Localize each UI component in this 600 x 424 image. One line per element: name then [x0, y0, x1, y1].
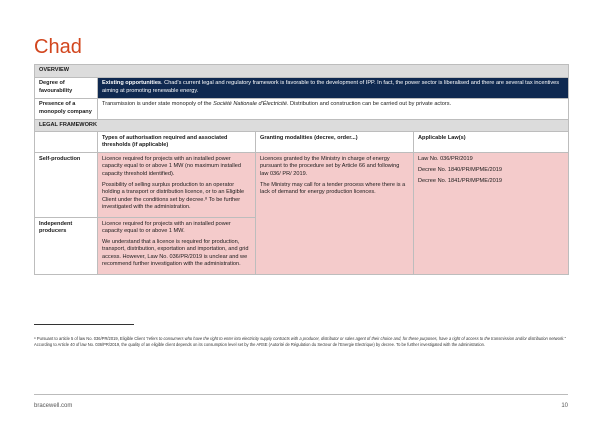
applicable-laws	[414, 153, 569, 275]
overview-section-label: OVERVIEW	[35, 65, 569, 78]
granting-modalities	[256, 153, 414, 275]
legal-section-label: LEGAL FRAMEWORK	[35, 119, 569, 132]
law-item: Decree No. 1841/PR/MPME/2019	[418, 177, 502, 184]
self-production-row	[35, 153, 569, 218]
footnote-text-a: ⁸ Pursuant to article 5 of law No. 036/PR/2019, Eligible Client	[34, 336, 146, 341]
degree-value	[98, 77, 569, 98]
granting-p1: Licences granted by the Ministry in charge of energy pursuant to the procedure set by Article 66 and following law 036/ PR/ 2019.	[260, 155, 400, 177]
footnote-quote: "refers to consumers who have the right to enter into electricity supply contracts with a producer, distributor or sales agent of their choice and, for these purposes, have a right of access to the transmission and/or distribution network."	[145, 336, 566, 341]
monopoly-text-b: . Distribution and construction can be carried out by private actors.	[286, 101, 452, 108]
law-item: Law No. 036/PR/2019	[418, 155, 473, 162]
independent-p1: Licence required for projects with an installed power capacity equal to or above 1 MW.	[102, 220, 231, 235]
footnote	[34, 336, 568, 347]
self-production-p1: Licence required for projects with an installed power capacity equal to or above 1 MW (no maximum installed capacity threshold identified).	[102, 155, 241, 177]
col-authorisation-header: Types of authorisation required and associated thresholds (if applicable)	[98, 132, 256, 153]
page-number: 10	[561, 403, 568, 409]
monopoly-row	[35, 98, 569, 119]
page-title: Chad	[34, 36, 82, 58]
degree-label: Degree of favourability	[35, 77, 98, 98]
monopoly-text-a: Transmission is under state monopoly of the	[102, 101, 214, 108]
monopoly-value	[98, 98, 569, 119]
monopoly-company-name: Société Nationale d'Électricité	[213, 101, 287, 108]
legal-header-row	[35, 132, 569, 153]
degree-text: . Chad's current legal and regulatory framework is favorable to the development of IPP. In fact, the power sector is liberalised and there are several tax incentives aiming at promoting renewable energy.	[102, 80, 560, 94]
independent-p2: We understand that a licence is required for production, transport, distribution, exportation and importation, and grid access. However, Law No. 036/PR/2019 is unclear and we recommend further investigation with the administration.	[102, 238, 249, 268]
chad-overview-table	[34, 64, 569, 275]
law-item: Decree No. 1840/PR/MPME/2019	[418, 166, 502, 173]
footer-site: bracewell.com	[34, 403, 73, 409]
footer-divider	[34, 394, 568, 395]
monopoly-label: Presence of a monopoly company	[35, 98, 98, 119]
legal-section-row	[35, 119, 569, 132]
degree-lead: Existing opportunities	[102, 80, 162, 87]
degree-row	[35, 77, 569, 98]
self-production-p2: Possibility of selling surplus production to an operator holding a transport or distribution licence, or to an Eligible Client under the conditions set by decree.⁸ To be further investigated with the administration.	[102, 181, 245, 211]
footnote-text-b: According to Article 40 of law No. 036/PR/2019, the quality of an eligible client depends on its consumption level set by the ARSE (Autorité de Régulation du Secteur de l'Energie Electrique) by decree. To be further investigated with the administration.	[34, 341, 486, 347]
granting-p2: The Ministry may call for a tender process where there is a lack of demand for energy production licences.	[260, 181, 406, 196]
independent-producers-label: Independent producers	[35, 218, 98, 275]
overview-section-row	[35, 65, 569, 78]
col-law-header: Applicable Law(s)	[414, 132, 569, 153]
legal-header-empty	[35, 132, 98, 153]
footnote-rule	[34, 324, 134, 325]
col-granting-header: Granting modalities (decree, order...)	[256, 132, 414, 153]
independent-producers-authorisation	[98, 218, 256, 275]
self-production-authorisation	[98, 153, 256, 218]
self-production-label: Self-production	[35, 153, 98, 218]
